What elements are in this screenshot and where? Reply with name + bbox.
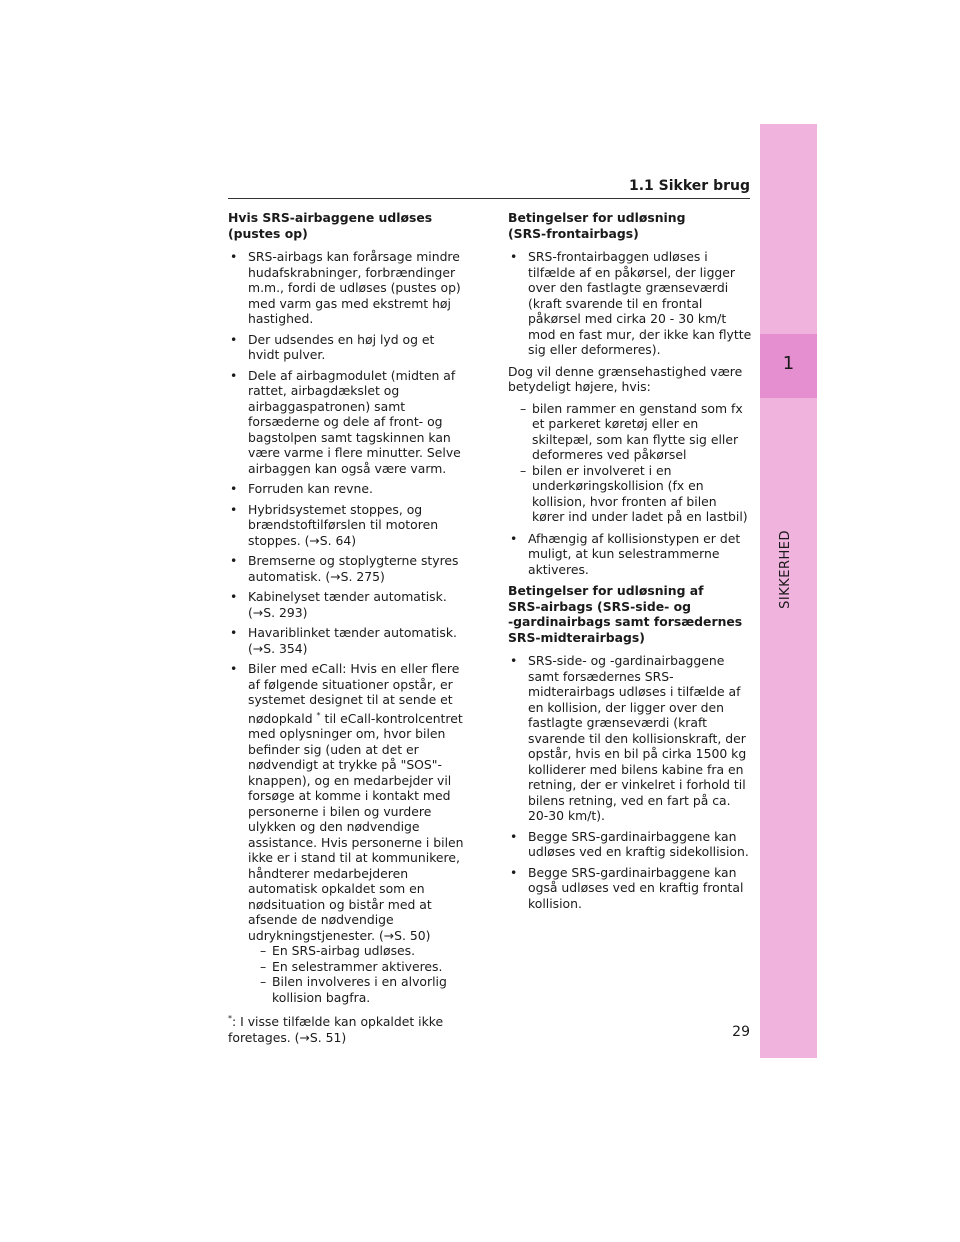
list-item: – En SRS-airbag udløses. bbox=[248, 943, 468, 959]
header-divider bbox=[228, 198, 750, 199]
list-item: – bilen rammer en genstand som fx et parkeret køretøj eller en skiltepæl, som kan flytte sig eller deformeres ved påkørsel bbox=[508, 401, 752, 463]
list-item: • SRS-airbags kan forårsage mindre hudafskrabninger, forbrændinger m.m., fordi de udløses (pustes op) med varm gas med ekstremt høj hastighed. bbox=[228, 249, 468, 327]
list-item: • Begge SRS-gardinairbaggene kan udløses ved en kraftig sidekollision. bbox=[508, 829, 752, 860]
footnote-marker: * bbox=[316, 710, 321, 720]
chapter-number: 1 bbox=[782, 353, 795, 374]
front-airbag-list bbox=[508, 249, 752, 358]
pretensioner-list bbox=[508, 531, 752, 578]
side-curtain-list bbox=[508, 653, 752, 911]
list-item: • Bremserne og stoplygterne styres automatisk. (→S. 275) bbox=[228, 553, 468, 584]
ecall-text-start: Biler med eCall: Hvis en eller flere af følgende situationer opstår, er systemet designet til at sende et nødopkald bbox=[248, 661, 460, 726]
threshold-conditions-list bbox=[508, 401, 752, 525]
list-item: – Bilen involveres i en alvorlig kollision bagfra. bbox=[248, 974, 468, 1005]
left-column bbox=[228, 210, 468, 1045]
list-item-ecall bbox=[228, 661, 468, 1005]
list-item: • SRS-frontairbaggen udløses i tilfælde af en påkørsel, der ligger over den fastlagte grænseværdi (kraft svarende til en frontal påkørsel med cirka 20 - 30 km/t mod en fast mur, der ikke kan flytte sig eller deformeres). bbox=[508, 249, 752, 358]
ecall-text-end: til eCall-kontrolcentret med oplysninger om, hvor bilen befinder sig (uden at det er nødvendigt at trykke på "SOS"-knappen), og en medarbejder vil forsøge at komme i kontakt med personerne i bilen og vurdere ulykken og den nødvendige assistance. Hvis personerne i bilen ikke er i stand til at kommunikere, håndterer medarbejderen automatisk opkaldet som en nødsituation og bistår med at afsende de nødvendige udrykningstjenester. (→S. 50) bbox=[248, 710, 464, 943]
list-item: – bilen er involveret i en underkøringskollision (fx en kollision, hvor fronten af bilen kører ind under ladet på en lastbil) bbox=[508, 463, 752, 525]
list-item: • Der udsendes en høj lyd og et hvidt pulver. bbox=[228, 332, 468, 363]
list-item: • Dele af airbagmodulet (midten af rattet, airbagdækslet og airbaggaspatronen) samt forsæderne og dele af front- og bagstolpen samt tagskinnen kan være varme i flere minutter. Selve airbaggen kan også være varm. bbox=[228, 368, 468, 477]
deployment-effects-list bbox=[228, 249, 468, 1005]
list-item: • Forruden kan revne. bbox=[228, 481, 468, 497]
right-column bbox=[508, 210, 752, 917]
list-item: – En selestrammer aktiveres. bbox=[248, 959, 468, 975]
footnote-text: : I visse tilfælde kan opkaldet ikke foretages. (→S. 51) bbox=[228, 1014, 444, 1045]
section-header: 1.1 Sikker brug bbox=[629, 178, 750, 194]
ecall-conditions-list bbox=[248, 943, 468, 1005]
heading-airbag-deployment: Hvis SRS-airbaggene udløses (pustes op) bbox=[228, 210, 433, 241]
threshold-paragraph: Dog vil denne grænsehastighed være betydeligt højere, hvis: bbox=[508, 363, 743, 394]
heading-side-curtain-conditions: Betingelser for udløsning af SRS-airbags (SRS-side- og -gardinairbags samt forsædernes SRS-midterairbags) bbox=[508, 583, 743, 645]
page-number: 29 bbox=[732, 1024, 750, 1040]
threshold-conditions bbox=[508, 401, 752, 525]
chapter-label: SIKKERHED bbox=[778, 530, 793, 609]
heading-front-airbag-conditions: Betingelser for udløsning (SRS-frontairbags) bbox=[508, 210, 686, 241]
list-item: • Kabinelyset tænder automatisk. (→S. 293) bbox=[228, 589, 468, 620]
footnote bbox=[228, 1011, 468, 1045]
list-item: • SRS-side- og -gardinairbaggene samt forsædernes SRS-midterairbags udløses i tilfælde af en kollision, der ligger over den fastlagte grænseværdi (kraft svarende til den kollisionskraft, der opstår, hvis en bil på cirka 1500 kg kolliderer med bilens kabine fra en retning, der er vinkelret i forhold til bilens retning, ved en fart på ca. 20-30 km/t). bbox=[508, 653, 752, 824]
footnote-marker: * bbox=[228, 1014, 232, 1024]
list-item: • Afhængig af kollisionstypen er det muligt, at kun selestrammerne aktiveres. bbox=[508, 531, 752, 578]
list-item: • Havariblinket tænder automatisk. (→S. 354) bbox=[228, 625, 468, 656]
chapter-side-tab bbox=[760, 124, 817, 1058]
list-item: • Begge SRS-gardinairbaggene kan også udløses ved en kraftig frontal kollision. bbox=[508, 865, 752, 912]
list-item: • Hybridsystemet stoppes, og brændstoftilførslen til motoren stoppes. (→S. 64) bbox=[228, 502, 468, 549]
